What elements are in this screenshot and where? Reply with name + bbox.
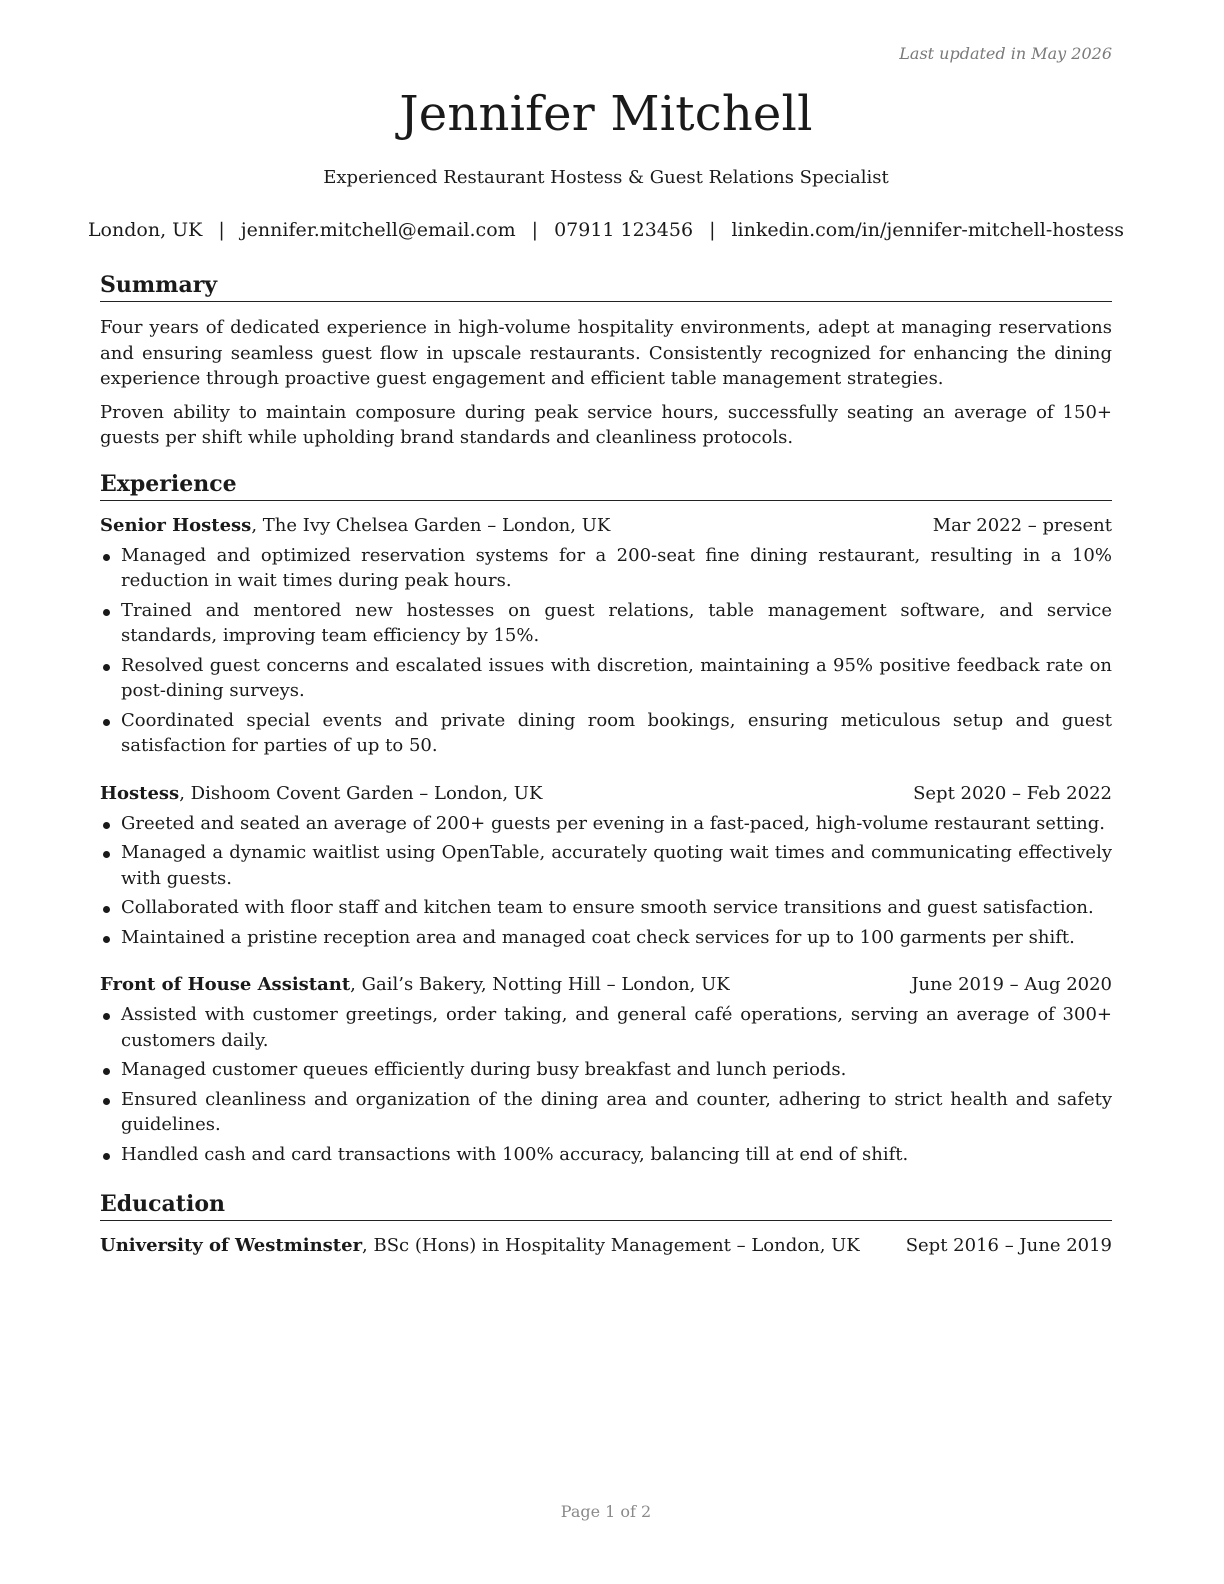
job-bullet — [100, 895, 1112, 921]
contact-separator: | — [218, 219, 225, 241]
job-dates: June 2019 – Aug 2020 — [911, 974, 1112, 995]
job-bullet — [100, 1057, 1112, 1083]
job-bullet — [100, 925, 1112, 951]
last-updated-note: Last updated in May 2026 — [899, 44, 1112, 63]
job-bullet-list — [100, 811, 1112, 951]
job-organization: , Dishoom Covent Garden – London, UK — [179, 782, 543, 804]
job-entry — [100, 781, 1112, 951]
bullet-icon — [103, 664, 110, 671]
contact-location: London, UK — [87, 219, 203, 241]
job-bullet — [100, 653, 1112, 704]
candidate-name: Jennifer Mitchell — [399, 86, 813, 142]
bullet-icon — [103, 1098, 110, 1105]
job-bullet-text: Coordinated special events and private dining room bookings, ensuring meticulous setup and guest satisfaction for parties of up to 50. — [121, 709, 1112, 756]
job-header — [100, 781, 1112, 807]
resume-body — [100, 270, 1112, 1259]
job-role: Senior Hostess — [100, 514, 252, 536]
job-bullet — [100, 543, 1112, 594]
job-bullet — [100, 1142, 1112, 1168]
job-role: Front of House Assistant — [100, 974, 351, 995]
education-section — [100, 1189, 1112, 1259]
contact-separator: | — [531, 219, 539, 241]
summary-paragraph: Proven ability to maintain composure during peak service hours, successfully seating an average of 150+ guests per shift while upholding brand standards and cleanliness protocols. — [100, 401, 1112, 448]
job-bullet-text: Trained and mentored new hostesses on guest relations, table management software, and service standards, improving team efficiency by 15%. — [121, 599, 1112, 646]
bullet-icon — [103, 609, 110, 616]
education-school: University of Westminster — [100, 1235, 363, 1256]
contact-email[interactable]: jennifer.mitchell@email.com — [240, 219, 516, 241]
contact-line — [60, 219, 1152, 241]
job-bullet-text: Managed and optimized reservation systems for a 200-seat fine dining restaurant, resulting in a 10% reduction in wait times during peak hours. — [121, 544, 1112, 591]
job-bullet — [100, 811, 1112, 837]
bullet-icon — [103, 1068, 110, 1075]
job-header — [100, 972, 1112, 998]
job-organization: , The Ivy Chelsea Garden – London, UK — [251, 514, 611, 536]
education-entry — [100, 1233, 1112, 1259]
job-bullet — [100, 598, 1112, 649]
candidate-headline: Experienced Restaurant Hostess & Guest Relations Specialist — [323, 167, 889, 188]
summary-section — [100, 270, 1112, 451]
contact-linkedin[interactable]: linkedin.com/in/jennifer-mitchell-hostess — [731, 219, 1125, 241]
job-bullet-text: Managed customer queues efficiently during busy breakfast and lunch periods. — [121, 1059, 847, 1080]
contact-phone[interactable]: 07911 123456 — [554, 219, 694, 241]
experience-section — [100, 469, 1112, 1168]
bullet-icon — [103, 936, 110, 943]
job-bullet-text: Resolved guest concerns and escalated issues with discretion, maintaining a 95% positive feedback rate on post-dining surveys. — [121, 654, 1112, 701]
bullet-icon — [103, 1013, 110, 1020]
section-title-summary: Summary — [100, 270, 1112, 302]
job-dates: Sept 2020 – Feb 2022 — [913, 782, 1112, 804]
job-bullet-list — [100, 543, 1112, 759]
summary-body — [100, 302, 1112, 451]
job-bullet-text: Ensured cleanliness and organization of the dining area and counter, adhering to strict health and safety guidelines. — [121, 1088, 1112, 1135]
bullet-icon — [103, 1153, 110, 1160]
job-dates: Mar 2022 – present — [932, 514, 1112, 536]
job-header — [100, 513, 1112, 539]
job-bullet-text: Maintained a pristine reception area and managed coat check services for up to 100 garments per shift. — [121, 926, 1075, 948]
job-bullet-text: Assisted with customer greetings, order taking, and general café operations, serving an average of 300+ customers daily. — [121, 1004, 1112, 1051]
job-bullet — [100, 1002, 1112, 1053]
job-bullet-text: Greeted and seated an average of 200+ guests per evening in a fast-paced, high-volume restaurant setting. — [121, 812, 1105, 834]
bullet-icon — [103, 851, 110, 858]
education-dates: Sept 2016 – June 2019 — [905, 1235, 1112, 1256]
job-bullet-text: Collaborated with floor staff and kitchen team to ensure smooth service transitions and guest satisfaction. — [121, 897, 1094, 918]
job-entry — [100, 513, 1112, 759]
education-degree: , BSc (Hons) in Hospitality Management – London, UK — [362, 1235, 860, 1256]
job-bullet-list — [100, 1002, 1112, 1167]
job-bullet — [100, 1087, 1112, 1138]
section-title-experience: Experience — [100, 469, 1112, 501]
bullet-icon — [103, 906, 110, 913]
bullet-icon — [103, 719, 110, 726]
job-bullet — [100, 840, 1112, 891]
job-role: Hostess — [100, 782, 180, 804]
job-bullet — [100, 708, 1112, 759]
bullet-icon — [103, 822, 110, 829]
job-bullet-text: Managed a dynamic waitlist using OpenTable, accurately quoting wait times and communicating effectively with guests. — [121, 842, 1112, 889]
contact-separator: | — [709, 219, 716, 241]
resume-page — [87, 0, 1125, 1584]
job-entry — [100, 972, 1112, 1167]
section-title-education: Education — [100, 1189, 1112, 1221]
job-organization: , Gail’s Bakery, Notting Hill – London, UK — [350, 974, 730, 995]
page-number: Page 1 of 2 — [560, 1502, 652, 1521]
summary-paragraph: Four years of dedicated experience in high-volume hospitality environments, adept at managing reservations and ensuring seamless guest flow in upscale restaurants. Consistently recognized for enhancing the dining experience through proactive guest engagement and efficient table management strategies. — [100, 317, 1112, 389]
bullet-icon — [103, 554, 110, 561]
job-bullet-text: Handled cash and card transactions with 100% accuracy, balancing till at end of shift. — [121, 1143, 909, 1165]
